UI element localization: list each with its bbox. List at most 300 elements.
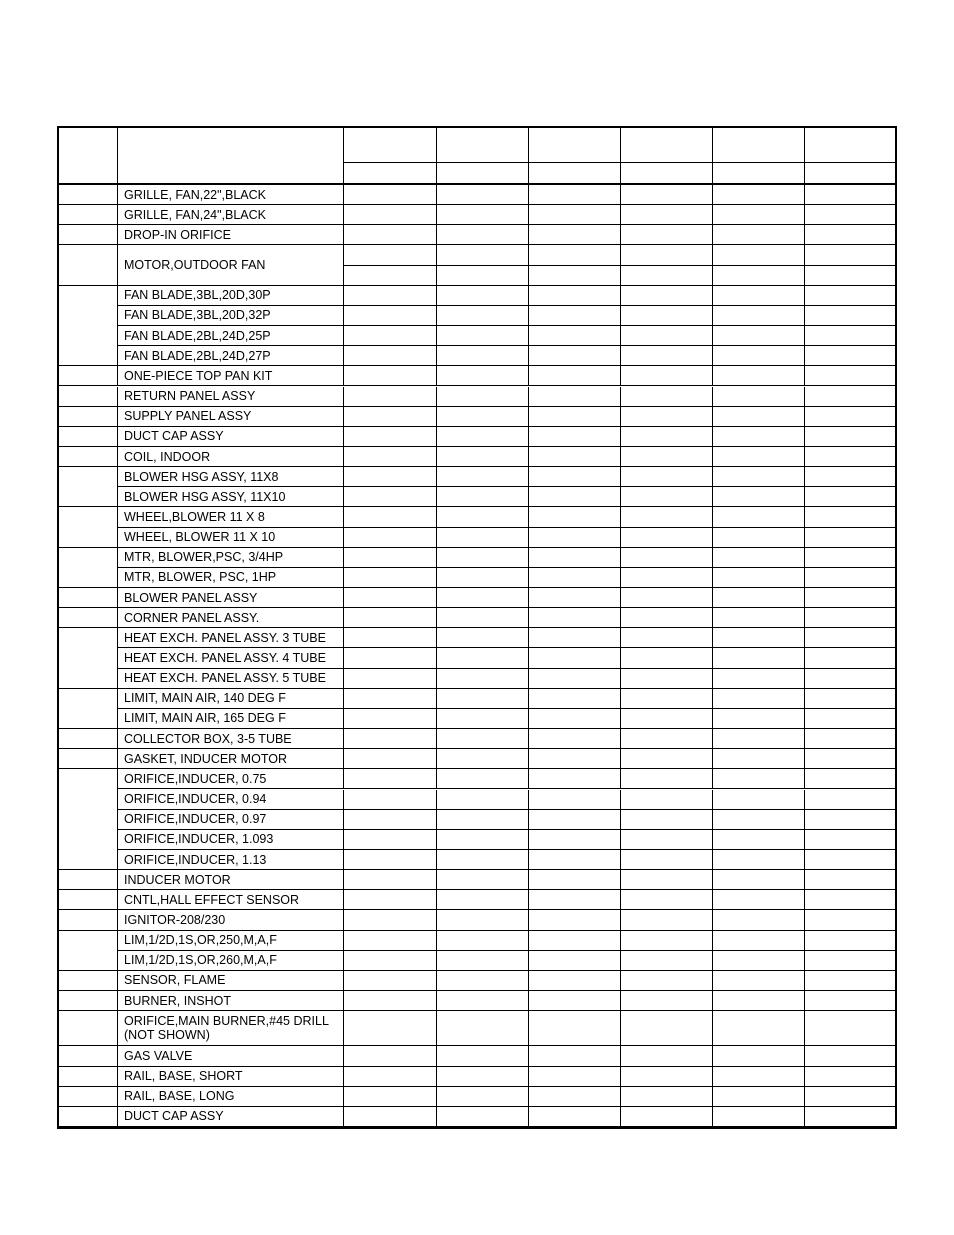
part-description-text: MTR, BLOWER, PSC, 1HP <box>124 570 277 585</box>
value-cell <box>805 669 895 689</box>
part-description-text: IGNITOR-208/230 <box>124 912 226 927</box>
header-cell <box>805 128 895 183</box>
value-cell <box>529 669 621 689</box>
header-cell <box>713 128 805 183</box>
part-description <box>118 1067 344 1087</box>
value-cell <box>713 568 805 588</box>
item-group-cell <box>59 467 118 507</box>
value-cell <box>437 890 529 910</box>
value-cell <box>805 487 895 507</box>
value-cell <box>713 1011 805 1046</box>
value-cell <box>805 991 895 1011</box>
value-cell <box>344 931 437 951</box>
part-description-text: COIL, INDOOR <box>124 449 211 464</box>
part-description <box>118 407 344 427</box>
value-cell <box>621 407 713 427</box>
value-cell <box>621 1107 713 1127</box>
value-cell <box>529 487 621 507</box>
header-subdivider <box>713 162 804 163</box>
value-cell <box>344 1067 437 1087</box>
value-cell <box>529 507 621 527</box>
value-cell <box>621 507 713 527</box>
item-group-cell <box>59 387 118 407</box>
value-cell <box>529 245 621 265</box>
value-cell <box>621 1087 713 1107</box>
value-cell <box>713 991 805 1011</box>
value-cell <box>529 1087 621 1107</box>
value-cell <box>713 528 805 548</box>
value-cell <box>344 326 437 346</box>
value-cell <box>437 1107 529 1127</box>
value-cell <box>344 346 437 366</box>
value-cell <box>529 1067 621 1087</box>
part-description-text: HEAT EXCH. PANEL ASSY. 3 TUBE <box>124 630 326 645</box>
value-cell <box>344 387 437 407</box>
value-cell <box>437 870 529 890</box>
value-cell <box>529 346 621 366</box>
value-cell <box>713 890 805 910</box>
value-cell <box>437 528 529 548</box>
value-cell <box>437 588 529 608</box>
part-description <box>118 1087 344 1107</box>
value-cell <box>344 1107 437 1127</box>
item-group-cell <box>59 749 118 769</box>
value-cell <box>805 588 895 608</box>
value-cell <box>344 205 437 225</box>
part-description-text: FAN BLADE,3BL,20D,30P <box>124 288 271 303</box>
value-cell <box>805 910 895 930</box>
value-cell <box>529 568 621 588</box>
value-cell <box>713 548 805 568</box>
value-cell <box>621 467 713 487</box>
value-cell <box>713 326 805 346</box>
item-group-cell <box>59 245 118 285</box>
value-cell <box>344 447 437 467</box>
value-cell <box>713 467 805 487</box>
part-description <box>118 487 344 507</box>
item-group-cell <box>59 366 118 386</box>
value-cell <box>344 830 437 850</box>
value-cell <box>344 407 437 427</box>
value-cell <box>344 588 437 608</box>
value-cell <box>805 689 895 709</box>
part-description <box>118 689 344 709</box>
value-cell <box>529 870 621 890</box>
value-cell <box>621 1046 713 1066</box>
part-description-text: CORNER PANEL ASSY. <box>124 610 260 625</box>
item-group-cell <box>59 447 118 467</box>
item-group-cell <box>59 870 118 890</box>
value-cell <box>437 225 529 245</box>
value-cell <box>621 769 713 789</box>
value-cell <box>621 648 713 668</box>
value-cell <box>344 648 437 668</box>
value-cell <box>344 467 437 487</box>
value-cell <box>344 427 437 447</box>
value-cell <box>713 245 805 265</box>
value-cell <box>713 709 805 729</box>
value-cell <box>529 548 621 568</box>
item-group-cell <box>59 286 118 367</box>
part-description <box>118 628 344 648</box>
value-cell <box>713 931 805 951</box>
part-description <box>118 951 344 971</box>
value-cell <box>344 225 437 245</box>
item-group-cell <box>59 185 118 205</box>
value-cell <box>621 951 713 971</box>
value-cell <box>713 971 805 991</box>
part-description <box>118 709 344 729</box>
value-cell <box>805 870 895 890</box>
part-description-text: ORIFICE,MAIN BURNER,#45 DRILL (NOT SHOWN) <box>124 1014 329 1043</box>
value-cell <box>805 447 895 467</box>
value-cell <box>621 850 713 870</box>
part-description-text: LIM,1/2D,1S,OR,260,M,A,F <box>124 953 277 968</box>
value-cell <box>713 225 805 245</box>
value-cell <box>529 528 621 548</box>
value-cell <box>344 1087 437 1107</box>
part-description <box>118 467 344 487</box>
value-cell <box>621 306 713 326</box>
value-cell <box>529 910 621 930</box>
value-cell <box>713 910 805 930</box>
value-cell <box>805 225 895 245</box>
value-cell <box>529 306 621 326</box>
value-cell <box>805 528 895 548</box>
value-cell <box>437 810 529 830</box>
value-cell <box>805 407 895 427</box>
value-cell <box>713 870 805 890</box>
value-cell <box>621 931 713 951</box>
part-description-text: RETURN PANEL ASSY <box>124 389 256 404</box>
value-cell <box>621 830 713 850</box>
value-cell <box>437 205 529 225</box>
part-description <box>118 749 344 769</box>
value-cell <box>621 266 713 286</box>
part-description-text: DROP-IN ORIFICE <box>124 227 231 242</box>
value-cell <box>621 568 713 588</box>
value-cell <box>529 769 621 789</box>
part-description-text: SENSOR, FLAME <box>124 973 226 988</box>
value-cell <box>621 971 713 991</box>
value-cell <box>529 709 621 729</box>
value-cell <box>529 648 621 668</box>
value-cell <box>529 467 621 487</box>
value-cell <box>344 790 437 810</box>
value-cell <box>529 608 621 628</box>
item-group-cell <box>59 1087 118 1107</box>
value-cell <box>437 689 529 709</box>
value-cell <box>437 1046 529 1066</box>
value-cell <box>621 608 713 628</box>
part-description <box>118 286 344 306</box>
value-cell <box>805 346 895 366</box>
value-cell <box>805 1087 895 1107</box>
value-cell <box>621 588 713 608</box>
part-description-text: LIMIT, MAIN AIR, 165 DEG F <box>124 711 286 726</box>
value-cell <box>621 628 713 648</box>
value-cell <box>437 709 529 729</box>
value-cell <box>805 648 895 668</box>
value-cell <box>621 326 713 346</box>
value-cell <box>437 648 529 668</box>
value-cell <box>529 1011 621 1046</box>
value-cell <box>344 306 437 326</box>
part-description <box>118 1046 344 1066</box>
value-cell <box>805 951 895 971</box>
value-cell <box>713 447 805 467</box>
value-cell <box>344 810 437 830</box>
part-description-text: LIMIT, MAIN AIR, 140 DEG F <box>124 691 286 706</box>
value-cell <box>713 185 805 205</box>
part-description <box>118 971 344 991</box>
part-description-text: MTR, BLOWER,PSC, 3/4HP <box>124 550 284 565</box>
value-cell <box>344 709 437 729</box>
value-cell <box>529 749 621 769</box>
value-cell <box>344 729 437 749</box>
part-description <box>118 205 344 225</box>
item-group-cell <box>59 910 118 930</box>
value-cell <box>437 790 529 810</box>
value-cell <box>344 890 437 910</box>
value-cell <box>437 749 529 769</box>
value-cell <box>344 608 437 628</box>
item-group-cell <box>59 608 118 628</box>
part-description <box>118 427 344 447</box>
value-cell <box>437 568 529 588</box>
part-description <box>118 507 344 527</box>
part-description <box>118 648 344 668</box>
part-description <box>118 890 344 910</box>
part-description <box>118 830 344 850</box>
value-cell <box>437 1067 529 1087</box>
value-cell <box>529 266 621 286</box>
part-description <box>118 1107 344 1127</box>
part-description-text: GASKET, INDUCER MOTOR <box>124 751 287 766</box>
value-cell <box>805 790 895 810</box>
value-cell <box>621 709 713 729</box>
value-cell <box>437 850 529 870</box>
value-cell <box>529 427 621 447</box>
value-cell <box>437 185 529 205</box>
part-description <box>118 346 344 366</box>
value-cell <box>437 628 529 648</box>
part-description-text: INDUCER MOTOR <box>124 872 231 887</box>
value-cell <box>805 427 895 447</box>
item-group-cell <box>59 769 118 870</box>
value-cell <box>805 366 895 386</box>
value-cell <box>437 266 529 286</box>
value-cell <box>437 326 529 346</box>
part-description-text: CNTL,HALL EFFECT SENSOR <box>124 892 300 907</box>
part-description <box>118 387 344 407</box>
value-cell <box>621 205 713 225</box>
value-cell <box>805 608 895 628</box>
item-group-cell <box>59 1046 118 1066</box>
part-description <box>118 245 344 285</box>
part-description-text: FAN BLADE,2BL,24D,25P <box>124 328 271 343</box>
value-cell <box>805 830 895 850</box>
value-cell <box>529 810 621 830</box>
part-description <box>118 910 344 930</box>
part-description-text: ORIFICE,INDUCER, 1.13 <box>124 852 267 867</box>
value-cell <box>805 890 895 910</box>
part-description <box>118 447 344 467</box>
part-description-text: ORIFICE,INDUCER, 0.94 <box>124 792 267 807</box>
value-cell <box>713 205 805 225</box>
value-cell <box>621 749 713 769</box>
value-cell <box>805 467 895 487</box>
part-description-text: RAIL, BASE, SHORT <box>124 1069 243 1084</box>
value-cell <box>621 346 713 366</box>
part-description <box>118 225 344 245</box>
value-cell <box>713 366 805 386</box>
value-cell <box>529 588 621 608</box>
value-cell <box>529 225 621 245</box>
header-cell <box>344 128 437 183</box>
part-description-text: GRILLE, FAN,22",BLACK <box>124 187 266 202</box>
part-description-text: WHEEL, BLOWER 11 X 10 <box>124 530 276 545</box>
value-cell <box>621 447 713 467</box>
item-group-cell <box>59 1011 118 1046</box>
part-description-text: BLOWER HSG ASSY, 11X8 <box>124 469 279 484</box>
value-cell <box>437 910 529 930</box>
value-cell <box>713 1046 805 1066</box>
part-description-text: HEAT EXCH. PANEL ASSY. 4 TUBE <box>124 651 326 665</box>
value-cell <box>437 769 529 789</box>
part-description <box>118 548 344 568</box>
header-cell <box>59 128 118 183</box>
value-cell <box>805 286 895 306</box>
value-cell <box>344 991 437 1011</box>
value-cell <box>713 487 805 507</box>
part-description <box>118 870 344 890</box>
value-cell <box>529 286 621 306</box>
value-cell <box>713 407 805 427</box>
value-cell <box>621 729 713 749</box>
value-cell <box>621 548 713 568</box>
part-description-text: DUCT CAP ASSY <box>124 429 224 444</box>
value-cell <box>805 931 895 951</box>
part-description-text: GRILLE, FAN,24",BLACK <box>124 207 266 222</box>
item-group-cell <box>59 1067 118 1087</box>
value-cell <box>344 507 437 527</box>
value-cell <box>805 709 895 729</box>
value-cell <box>713 628 805 648</box>
value-cell <box>713 689 805 709</box>
part-description <box>118 729 344 749</box>
value-cell <box>621 185 713 205</box>
value-cell <box>437 387 529 407</box>
value-cell <box>437 951 529 971</box>
value-cell <box>437 346 529 366</box>
item-group-cell <box>59 548 118 588</box>
value-cell <box>529 185 621 205</box>
value-cell <box>437 971 529 991</box>
value-cell <box>621 1011 713 1046</box>
part-description-text: WHEEL,BLOWER 11 X 8 <box>124 509 265 524</box>
part-description <box>118 669 344 689</box>
value-cell <box>344 1011 437 1046</box>
value-cell <box>437 447 529 467</box>
value-cell <box>529 790 621 810</box>
value-cell <box>713 749 805 769</box>
part-description <box>118 850 344 870</box>
parts-table <box>57 126 897 1129</box>
part-description-text: BURNER, INSHOT <box>124 993 231 1008</box>
value-cell <box>805 729 895 749</box>
part-description <box>118 769 344 789</box>
value-cell <box>344 568 437 588</box>
value-cell <box>713 669 805 689</box>
value-cell <box>344 366 437 386</box>
item-group-cell <box>59 628 118 688</box>
item-group-cell <box>59 971 118 991</box>
value-cell <box>621 427 713 447</box>
header-subdivider <box>529 162 620 163</box>
value-cell <box>344 669 437 689</box>
value-cell <box>713 1107 805 1127</box>
value-cell <box>621 810 713 830</box>
value-cell <box>344 689 437 709</box>
value-cell <box>529 971 621 991</box>
part-description <box>118 528 344 548</box>
value-cell <box>344 528 437 548</box>
value-cell <box>713 810 805 830</box>
value-cell <box>621 910 713 930</box>
value-cell <box>437 729 529 749</box>
value-cell <box>805 1011 895 1046</box>
header-cell <box>621 128 713 183</box>
value-cell <box>437 608 529 628</box>
value-cell <box>621 245 713 265</box>
item-group-cell <box>59 1107 118 1127</box>
value-cell <box>621 870 713 890</box>
part-description <box>118 991 344 1011</box>
header-cell <box>118 128 344 183</box>
part-description-text: SUPPLY PANEL ASSY <box>124 409 252 424</box>
value-cell <box>437 1087 529 1107</box>
part-description <box>118 1011 344 1046</box>
part-description-text: ORIFICE,INDUCER, 1.093 <box>124 832 274 847</box>
value-cell <box>713 951 805 971</box>
part-description-text: RAIL, BASE, LONG <box>124 1089 235 1104</box>
value-cell <box>529 991 621 1011</box>
value-cell <box>713 306 805 326</box>
part-description-text: FAN BLADE,3BL,20D,32P <box>124 308 271 323</box>
part-description <box>118 185 344 205</box>
value-cell <box>621 790 713 810</box>
value-cell <box>437 245 529 265</box>
value-cell <box>713 1087 805 1107</box>
value-cell <box>437 991 529 1011</box>
value-cell <box>713 850 805 870</box>
value-cell <box>529 689 621 709</box>
value-cell <box>713 608 805 628</box>
part-description-text: MOTOR,OUTDOOR FAN <box>124 258 266 273</box>
value-cell <box>713 427 805 447</box>
value-cell <box>437 366 529 386</box>
value-cell <box>437 669 529 689</box>
value-cell <box>344 1046 437 1066</box>
value-cell <box>437 407 529 427</box>
item-group-cell <box>59 689 118 729</box>
part-description <box>118 588 344 608</box>
item-group-cell <box>59 729 118 749</box>
header-subdivider <box>344 162 436 163</box>
value-cell <box>805 769 895 789</box>
value-cell <box>344 769 437 789</box>
